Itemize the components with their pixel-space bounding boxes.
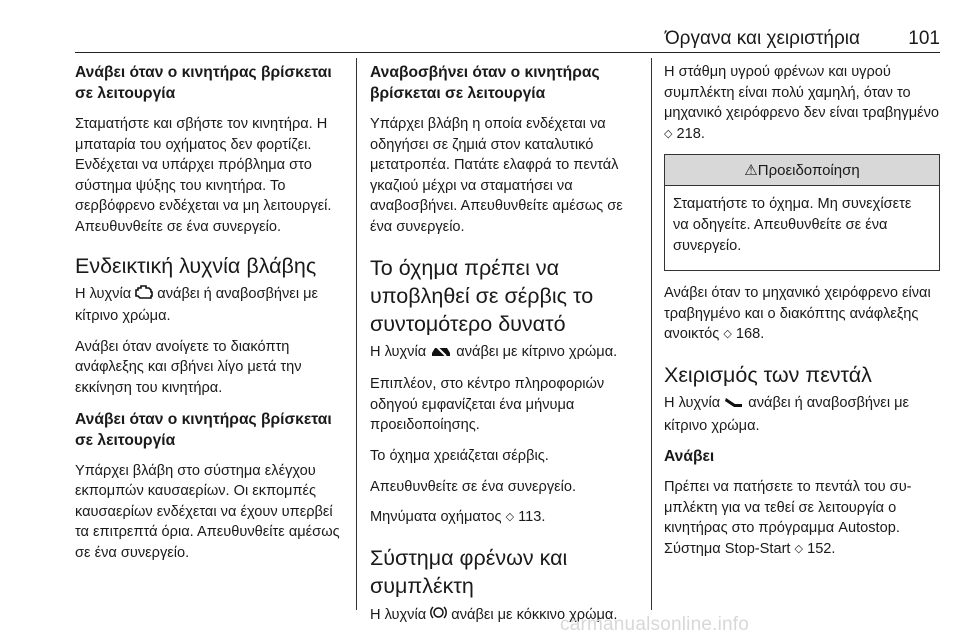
section-title: Χειρισμός των πεντάλ	[664, 362, 872, 387]
reference-arrow-icon: ◇	[664, 127, 673, 140]
warning-header: ⚠Προειδοποίηση	[665, 155, 939, 186]
engine-check-icon	[135, 284, 153, 307]
paragraph: Μηνύματα οχήματος ◇ 113.	[370, 507, 640, 528]
warning-text: Σταματήστε το όχημα. Μη συνεχίσετε να οδηγείτε. Απευθυνθείτε σε ένα συνεργείο.	[673, 196, 912, 254]
page-header	[0, 0, 960, 52]
paragraph: Επιπλέον, στο κέντρο πληροφοριών οδηγού εμφανίζεται ένα μήνυμα προειδοποίησης.	[370, 376, 605, 434]
paragraph: Η στάθμη υγρού φρένων και υγρού συμπλέκτη είναι πολύ χαμηλή, όταν το μηχανικό χειρόφρενο δεν είναι τραβηγμένο ◇ 218.	[664, 62, 940, 144]
paragraph: Η λυχνία ανάβει με κίτρινο χρώμα.	[370, 342, 640, 365]
header-divider	[75, 52, 940, 53]
reference-arrow-icon: ◇	[794, 542, 804, 555]
paragraph: Απευθυνθείτε σε ένα συνεργείο.	[370, 478, 577, 495]
column-1	[75, 62, 345, 574]
paragraph: Ανάβει όταν το μηχανικό χειρόφρενο είναι τραβηγμένο και ο διακόπτης ανάφλεξης ανοικτός ◇ 168.	[664, 283, 940, 345]
paragraph: Ανάβει όταν ανοίγετε το διακόπτη ανάφλεξης και σβήνει λίγο μετά την εκκίνηση του κινητήρα.	[75, 338, 302, 396]
paragraph: Η λυχνία ανάβει με κόκκινο χρώμα.	[370, 604, 640, 628]
page-number: 101	[908, 28, 940, 49]
paragraph: Σταματήστε και σβήστε τον κινητήρα. Η μπαταρία του οχήματος δεν φορτίζει. Ενδέχεται να υπάρχει πρόβλημα στο σύστημα ψύξης του κινητήρα. Το σερβόφρενο ενδέχεται να μη λειτουργεί. Απευθυνθείτε σε ένα συνεργείο.	[75, 116, 332, 235]
paragraph: Υπάρχει βλάβη η οποία ενδέχεται να οδηγήσει σε ζημιά στον καταλυτικό μετατροπέα. Πατάτε ελαφρά το πεντάλ γκαζιού μέχρι να σταματήσει να αναβοσβήνει. Απευθυνθείτε αμέσως σε ένα συνεργείο.	[370, 116, 623, 235]
column-3	[664, 62, 940, 570]
pedal-icon	[724, 395, 744, 416]
warning-body	[665, 186, 939, 270]
warning-triangle-icon: ⚠	[744, 162, 758, 180]
section-heading: Ανάβει	[664, 448, 715, 466]
paragraph: Το όχημα χρειάζεται σέρβις.	[370, 447, 549, 464]
reference-arrow-icon: ◇	[505, 511, 515, 524]
column-divider	[651, 58, 652, 610]
watermark: carmanualsonline.info	[560, 614, 750, 635]
chapter-title: Όργανα και χειριστήρια	[664, 28, 860, 49]
section-heading: Ανάβει όταν ο κινητήρας βρίσκεται σε λειτουργία	[75, 410, 332, 449]
warning-box	[664, 154, 940, 271]
section-title: Το όχημα πρέπει να υποβληθεί σε σέρβις το συντομότερο δυνατό	[370, 255, 594, 336]
section-title: Ενδεικτική λυχνία βλάβης	[75, 253, 317, 278]
column-2	[370, 62, 640, 637]
service-wrench-car-icon	[430, 344, 452, 365]
section-heading: Ανάβει όταν ο κινητήρας βρίσκεται σε λειτουργία	[75, 64, 332, 102]
paragraph: Η λυχνία ανάβει ή αναβοσβήνει με κίτρινο χρώμα.	[75, 285, 319, 325]
paragraph: Υπάρχει βλάβη στο σύστημα ελέγχου εκπομπών καυσαερίων. Οι εκπομπές καυσαερίων ενδέχεται να έχουν υπερβεί τα επιτρεπτά όρια. Απευθυνθείτε αμέσως σε ένα συνεργείο.	[75, 462, 340, 561]
reference-arrow-icon: ◇	[723, 328, 732, 341]
section-heading: Αναβοσβήνει όταν ο κινητήρας βρίσκεται σε λειτουργία	[370, 64, 600, 102]
paragraph: Πρέπει να πατήσετε το πεντάλ του συμπλέκτη για να τεθεί σε λειτουργία ο κινητήρας στο πρόγραμμα Autostop. Σύστημα Stop-Start ◇ 152.	[664, 477, 940, 559]
column-divider	[356, 58, 357, 610]
brake-circle-icon	[430, 604, 447, 628]
paragraph: Η λυχνία ανάβει ή αναβοσβήνει με κίτρινο χρώμα.	[664, 394, 910, 434]
section-title: Σύστημα φρένων και συμπλέκτη	[370, 545, 568, 598]
